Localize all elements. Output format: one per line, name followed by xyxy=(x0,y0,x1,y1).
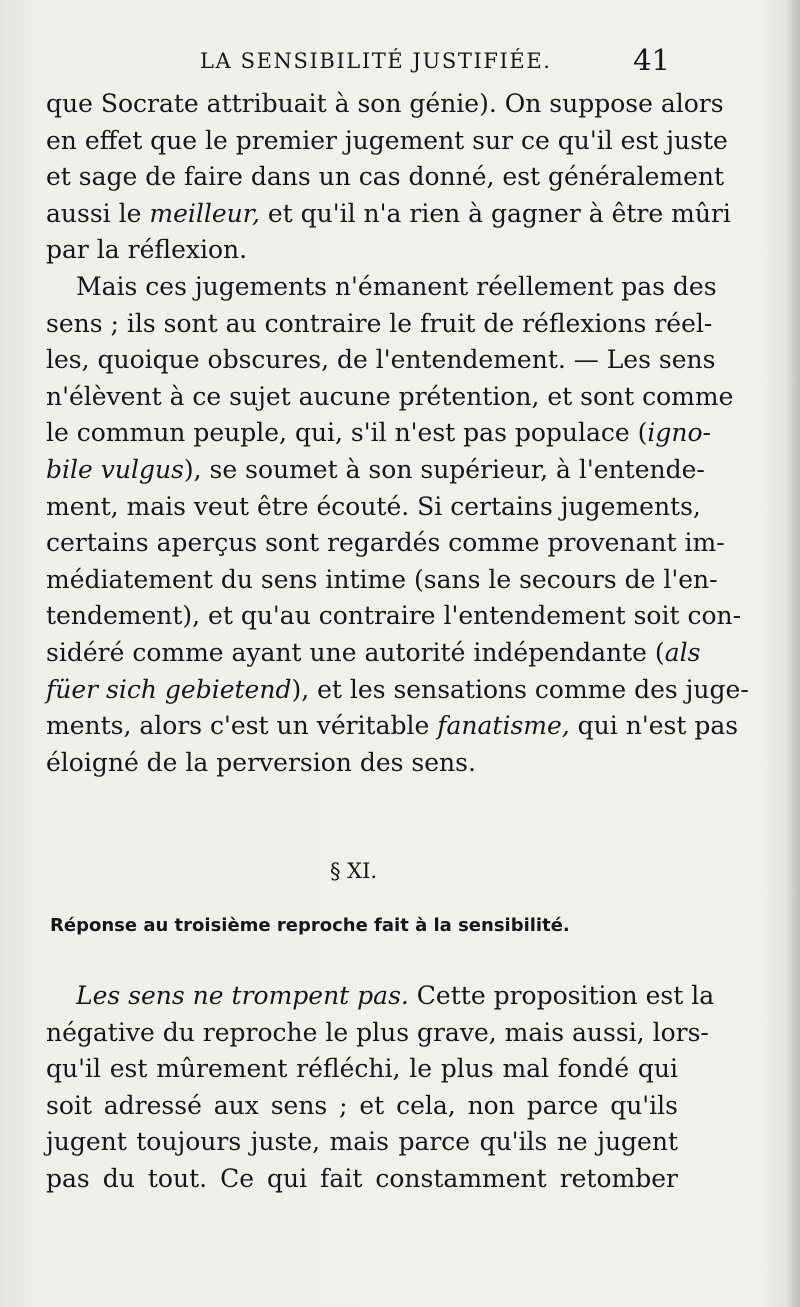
page-number: 41 xyxy=(633,43,670,77)
text-line xyxy=(46,415,712,452)
text-line: en effet que le premier jugement sur ce qu'il est juste xyxy=(46,125,728,155)
text-line: et sage de faire dans un cas donné, est généralement xyxy=(46,162,725,192)
text-line: certains aperçus sont regardés comme provenant im- xyxy=(46,528,725,558)
text-line: jugent toujours juste, mais parce qu'ils ne jugent xyxy=(46,1127,678,1157)
section-number: § XI. xyxy=(330,859,378,883)
text-line xyxy=(46,196,731,233)
text-line xyxy=(46,708,739,745)
text-run: le commun peuple, qui, s'il n'est pas populace ( xyxy=(46,418,648,448)
text-line: par la réflexion. xyxy=(46,235,248,265)
text-run: Cette proposition est la xyxy=(408,981,715,1010)
text-line: éloigné de la perversion des sens. xyxy=(46,747,476,777)
italic-phrase: füer sich gebietend xyxy=(46,674,292,704)
italic-phrase: Les sens ne trompent pas. xyxy=(76,981,409,1010)
text-line xyxy=(46,672,749,709)
paragraph-block-1 xyxy=(46,86,749,781)
scan-edge-shadow xyxy=(786,0,800,1307)
paragraph-block-2 xyxy=(46,978,715,1198)
text-line: Mais ces jugements n'émanent réellement pas des xyxy=(76,271,717,301)
running-title: LA SENSIBILITÉ JUSTIFIÉE. xyxy=(200,49,552,73)
text-line: pas du tout. Ce qui fait constamment retomber xyxy=(46,1163,678,1193)
italic-phrase: meilleur, xyxy=(149,198,260,228)
text-line xyxy=(46,452,705,489)
section-heading: Réponse au troisième reproche fait à la sensibilité. xyxy=(50,915,570,936)
text-run: ments, alors c'est un véritable xyxy=(46,711,438,741)
text-run: ), se soumet à son supérieur, à l'entende- xyxy=(183,454,705,484)
text-line: n'élèvent à ce sujet aucune prétention, et sont comme xyxy=(46,381,734,411)
text-run: aussi le xyxy=(46,198,150,228)
text-line: médiatement du sens intime (sans le secours de l'en- xyxy=(46,564,718,594)
text-line: qu'il est mûrement réfléchi, le plus mal fondé qui xyxy=(46,1054,678,1084)
text-line: soit adressé aux sens ; et cela, non parce qu'ils xyxy=(46,1090,678,1120)
text-run: qui n'est pas xyxy=(569,711,739,741)
text-line xyxy=(46,978,715,1015)
text-run: ), et les sensations comme des juge- xyxy=(291,674,749,704)
text-line: les, quoique obscures, de l'entendement. — Les sens xyxy=(46,345,716,375)
italic-phrase: igno- xyxy=(647,418,712,448)
text-line: tendement), et qu'au contraire l'entendement soit con- xyxy=(46,601,742,631)
italic-phrase: fanatisme, xyxy=(437,711,570,741)
italic-phrase: als xyxy=(664,637,701,667)
running-header xyxy=(200,46,672,76)
italic-phrase: bile vulgus xyxy=(46,454,184,484)
text-line xyxy=(46,635,701,672)
text-line: que Socrate attribuait à son génie). On suppose alors xyxy=(46,89,724,118)
text-run: et qu'il n'a rien à gagner à être mûri xyxy=(259,198,731,228)
text-line: négative du reproche le plus grave, mais aussi, lors- xyxy=(46,1017,709,1047)
text-line: ment, mais veut être écouté. Si certains jugements, xyxy=(46,491,701,521)
text-line: sens ; ils sont au contraire le fruit de réflexions réel- xyxy=(46,308,713,338)
text-run: sidéré comme ayant une autorité indépendante ( xyxy=(46,637,665,667)
